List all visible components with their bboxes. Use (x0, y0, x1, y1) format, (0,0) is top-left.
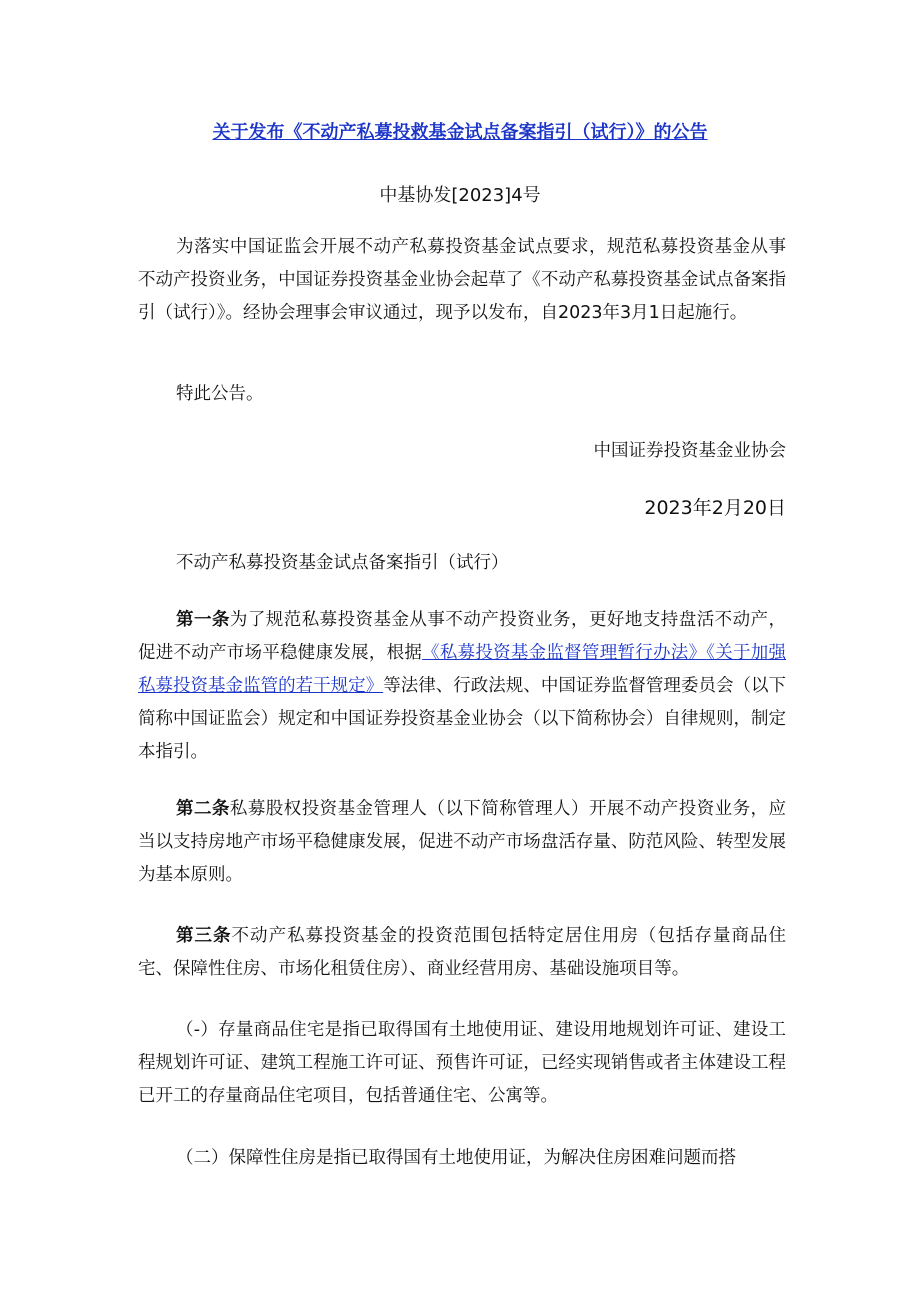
item-2-affordable-housing: （二）保障性住房是指已取得国有土地使用证，为解决住房困难问题而搭 (176, 1148, 736, 1168)
announcement-title (0, 119, 920, 147)
article-2-label: 第二条 (176, 799, 230, 819)
article-2-text: 私募股权投资基金管理人（以下简称管理人）开展不动产投资业务，应当以支持房地产市场平稳健康发展，促进不动产市场盘活存量、防范风险、转型发展为基本原则。 (138, 799, 787, 885)
article-2 (138, 793, 786, 892)
article-1-text-a: 为了规范私募投资基金从事不动产投资业务，更好地支持盘活不动产，促进不动产市场平稳健康发展，根据 (138, 610, 787, 663)
article-3-label: 第三条 (176, 926, 232, 946)
article-1-text-b: 等法律、行政法规、中国证券监督管理委员会（以下简称中国证监会）规定和中国证券投资基金业协会（以下简称协会）自律规则，制定本指引。 (138, 676, 787, 762)
regulation-link-interim-measures[interactable]: 《私募投资基金监督管理暂行办法》 (422, 643, 707, 663)
issue-date: 2023年2月20日 (644, 497, 786, 519)
announcement-title-link[interactable]: 关于发布《不动产私募投救基金试点备案指引（试行）》的公告 (212, 122, 708, 143)
guideline-title: 不动产私募投资基金试点备案指引（试行） (176, 553, 509, 573)
document-number: 中基协发[2023]4号 (379, 185, 541, 206)
item-1-commercial-housing: （-）存量商品住宅是指已取得国有土地使用证、建设用地规划许可证、建设工程规划许可证、建筑工程施工许可证、预售许可证，已经实现销售或者主体建设工程已开工的存量商品住宅项目，包括普通住宅、公寓等。 (138, 1020, 786, 1106)
closing-text: 特此公告。 (176, 384, 264, 404)
article-1 (138, 604, 786, 769)
article-3-text: 不动产私募投资基金的投资范围包括特定居住用房（包括存量商品住宅、保障性住房、市场化租赁住房）、商业经营用房、基础设施项目等。 (138, 926, 786, 979)
intro-paragraph: 为落实中国证监会开展不动产私募投资基金试点要求，规范私募投资基金从事不动产投资业务，中国证券投资基金业协会起草了《不动产私募投资基金试点备案指引（试行）》。经协会理事会审议通过，现予以发布，自2023年3月1日起施行。 (138, 237, 786, 323)
issuer-name: 中国证券投资基金业协会 (593, 441, 786, 461)
article-1-label: 第一条 (176, 610, 230, 630)
regulation-link-several-provisions[interactable]: 《关于加强私募投资基金监管的若干规定》 (138, 643, 787, 696)
article-3 (138, 920, 786, 986)
